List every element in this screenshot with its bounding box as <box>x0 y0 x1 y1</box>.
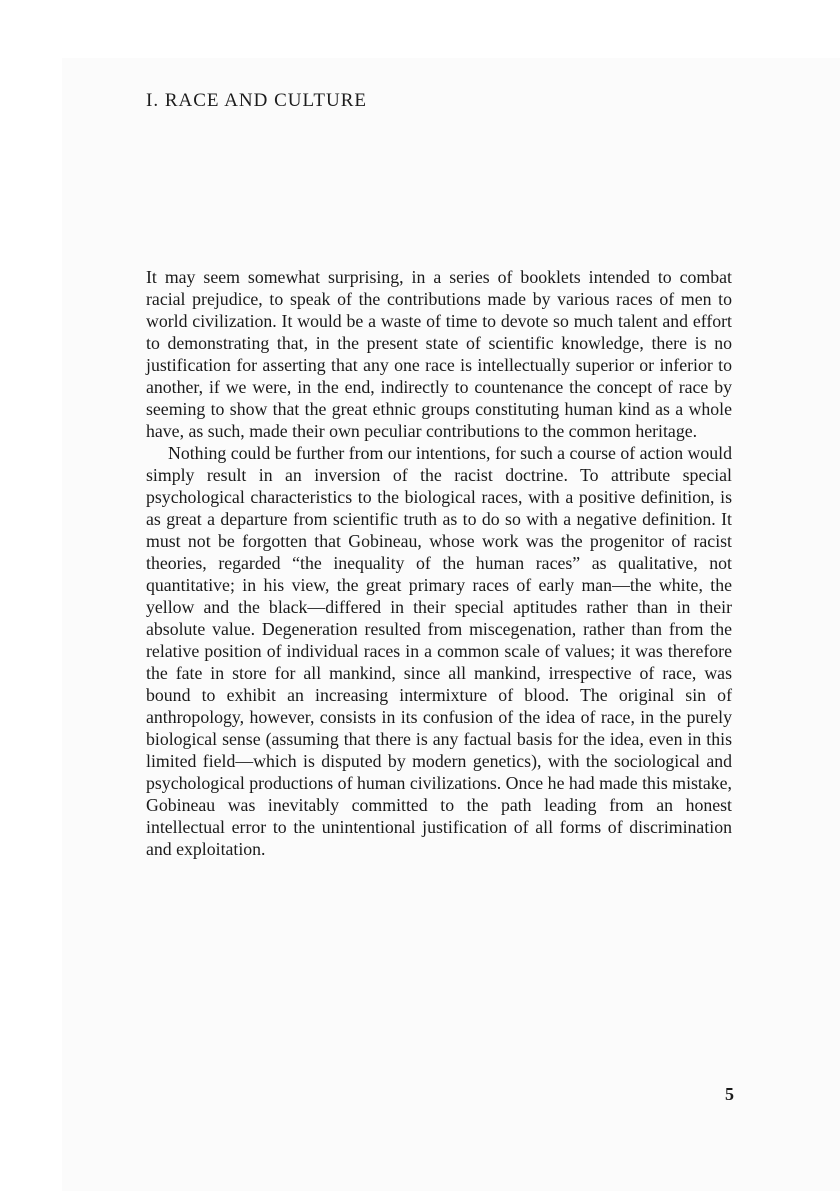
page-number: 5 <box>725 1084 734 1104</box>
body-text <box>146 267 732 861</box>
paragraph-1: It may seem somewhat surprising, in a series of booklets intended to combat racial prejudice, to speak of the contributions made by various races of men to world civilization. It would be a waste of time to devote so much talent and effort to demonstrating that, in the present state of scientific knowledge, there is no justification for asserting that any one race is intellectually superior or inferior to another, if we were, in the end, indirectly to countenance the concept of race by seeming to show that the great ethnic groups constituting human kind as a whole have, as such, made their own peculiar contributions to the common heritage. <box>146 267 732 441</box>
paragraph-2: Nothing could be further from our intentions, for such a course of action would simply result in an inversion of the racist doctrine. To attribute special psychological characteristics to the biological races, with a positive definition, is as great a departure from scientific truth as to do so with a negative definition. It must not be forgotten that Gobineau, whose work was the progenitor of racist theories, regarded “the inequality of the human races” as qualitative, not quantitative; in his view, the great primary races of early man—the white, the yellow and the black—differed in their special aptitudes rather than in their absolute value. Degeneration resulted from miscegenation, rather than from the relative position of individual races in a common scale of values; it was therefore the fate in store for all mankind, since all mankind, irrespective of race, was bound to exhibit an increasing intermixture of blood. The original sin of anthropology, however, consists in its confusion of the idea of race, in the purely biological sense (assuming that there is any factual basis for the idea, even in this limited field—which is disputed by modern genetics), with the sociological and psychological productions of human civilizations. Once he had made this mistake, Gobineau was inevitably committed to the path leading from an honest intellectual error to the unintentional justification of all forms of discrimination and exploitation. <box>146 442 732 859</box>
chapter-title: I. RACE AND CULTURE <box>146 90 367 111</box>
